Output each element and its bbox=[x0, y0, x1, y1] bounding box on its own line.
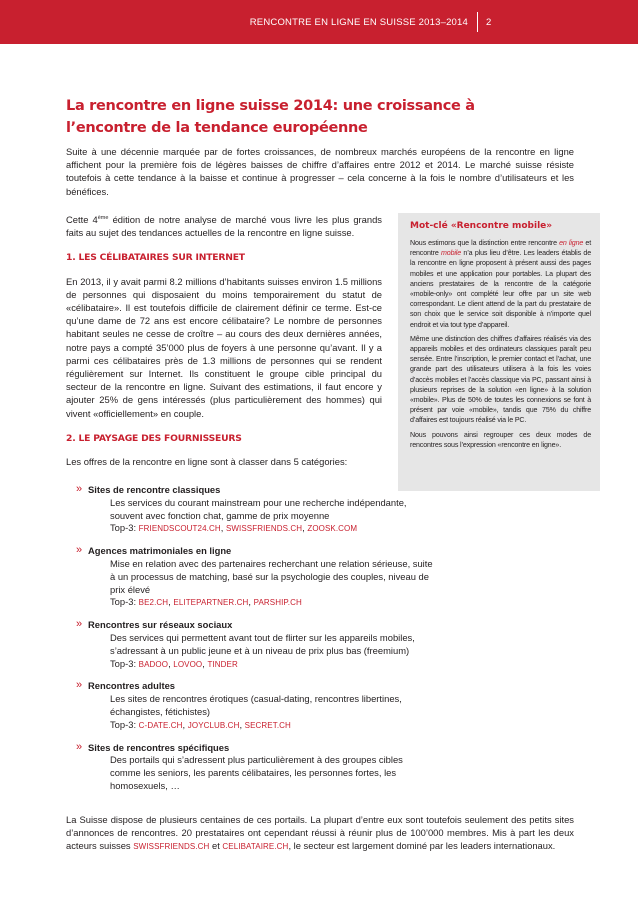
category-description: Les sites de rencontres érotiques (casual-dating, rencontres libertines, échangistes, fétichistes) bbox=[110, 693, 402, 717]
outro-text: , le secteur est largement dominé par les leaders internationaux. bbox=[288, 840, 556, 852]
outro-text: La Suisse dispose de plusieurs centaines de ces portails. La plupart d’entre eux sont toutefois seulement des petits sites d’annonces de rencontres. 20 prestataires ont cependant réussi à réunir plus de 100’000 membres. Mis à part les deux acteurs suisses bbox=[66, 814, 574, 852]
category-name bbox=[66, 680, 436, 693]
category-item bbox=[66, 619, 436, 671]
separator: , bbox=[168, 596, 174, 608]
separator: , bbox=[239, 718, 245, 730]
category-item bbox=[66, 484, 436, 536]
category-list bbox=[66, 484, 436, 802]
brand-link[interactable]: SECRET.CH bbox=[244, 720, 291, 730]
category-description: Des services qui permettent avant tout de flirter sur les appareils mobiles, s’adressant à un public jeune et à un niveau de prix plus bas (freemium) bbox=[110, 631, 415, 656]
sidebar-box bbox=[398, 213, 600, 491]
brand-link[interactable]: SWISSFRIENDS.CH bbox=[133, 842, 210, 852]
brand-link[interactable]: BADOO bbox=[138, 659, 169, 669]
intro-paragraph: Suite à une décennie marquée par de fortes croissances, de nombreux marchés européens de la rencontre en ligne affichent pour la première fois de légères baisses de chiffre d’affaires entre 2012 et 2014. Le marché suisse résiste toutefois à cette tendance à la baisse et continue à progresser – cela concerne à la fois le nombre d’utilisateurs et les bénéfices. bbox=[66, 146, 574, 197]
top3-label: Top-3: bbox=[110, 596, 139, 608]
category-description: Les services du courant mainstream pour une recherche indépendante, souvent avec fonction chat, gamme de prix moyenne bbox=[110, 496, 407, 521]
brand-link[interactable]: LOVOO bbox=[173, 659, 203, 669]
separator: , bbox=[248, 596, 254, 608]
sidebar-paragraph-1 bbox=[410, 238, 591, 330]
sidebar-paragraph-2: Même une distinction des chiffres d’affaires réalisés via des appareils mobiles et des ordinateurs classiques paraît peu sensée. Entre l’inscription, le premier contact et l’achat, une grande part des utilisateurs utilisera à la fois les voies d’accès mobiles et l’accès classique via PC, passant ainsi à plusieurs reprises de la solution «en ligne» à la solution «mobile». Plus de 50% de toutes les connexions se font à présent par voie «mobile», tandis que 75% du chiffre d’affaires est toujours réalisé via le PC. bbox=[410, 334, 591, 425]
brand-link[interactable]: CELIBATAIRE.CH bbox=[222, 842, 289, 852]
category-name bbox=[66, 742, 436, 755]
header-title: RENCONTRE EN LIGNE EN SUISSE 2013–2014 bbox=[249, 17, 468, 28]
top3-label: Top-3: bbox=[110, 657, 139, 669]
page-title: La rencontre en ligne suisse 2014: une croissance à l’encontre de la tendance européenne bbox=[66, 98, 475, 136]
category-name bbox=[66, 484, 436, 497]
brand-link[interactable]: BE2.CH bbox=[138, 598, 169, 608]
top3-label: Top-3: bbox=[110, 522, 139, 534]
section-heading-celibataires: 1. LES CÉLIBATAIRES SUR INTERNET bbox=[66, 252, 245, 264]
sidebar-text: n’a plus lieu d’être. Les leaders établis de la rencontre en ligne proposent à présent aussi des pages mobiles et une application pour portables. La plupart des anciens prestataires de la rencontre de la catégorie «mobile-only» ont complété leur offre par un site web correspondant. Le client attend de la part du prestataire de son choix que le service soit disponible à n’importe quel endroit et via tout type d’appareil. bbox=[410, 249, 591, 329]
category-name-text: Rencontres sur réseaux sociaux bbox=[88, 619, 233, 631]
category-name-text: Sites de rencontres spécifiques bbox=[88, 741, 230, 753]
brand-link[interactable]: PARSHIP.CH bbox=[253, 598, 302, 608]
category-top3 bbox=[66, 719, 436, 733]
category-item bbox=[66, 545, 436, 610]
sidebar-emphasis: mobile bbox=[441, 249, 462, 258]
category-name bbox=[66, 545, 436, 558]
separator: , bbox=[202, 657, 208, 669]
category-item bbox=[66, 742, 436, 793]
section-heading-fournisseurs: 2. LE PAYSAGE DES FOURNISSEURS bbox=[66, 432, 242, 444]
sidebar-paragraph-3: Nous pouvons ainsi regrouper ces deux modes de rencontres sous l’expression «rencontre en ligne». bbox=[410, 430, 591, 449]
page-number: 2 bbox=[486, 17, 492, 28]
edition-paragraph bbox=[66, 213, 382, 239]
edition-sup: ème bbox=[97, 214, 109, 221]
bullet-arrow-icon: » bbox=[76, 679, 83, 692]
category-name-text: Agences matrimoniales en ligne bbox=[88, 545, 232, 557]
category-name-text: Sites de rencontre classiques bbox=[88, 484, 221, 495]
brand-link[interactable]: FRIENDSCOUT24.CH bbox=[138, 524, 221, 534]
sidebar-emphasis: en ligne bbox=[559, 239, 584, 247]
edition-text-b: édition de notre analyse de marché vous livre les plus grands faits au sujet des tendances actuelles de la rencontre en ligne suisse. bbox=[66, 214, 382, 239]
bullet-arrow-icon: » bbox=[76, 483, 83, 495]
separator: , bbox=[302, 522, 308, 534]
bullet-arrow-icon: » bbox=[76, 618, 83, 631]
separator: , bbox=[182, 718, 188, 730]
top3-label: Top-3: bbox=[110, 718, 139, 730]
separator: , bbox=[168, 657, 174, 669]
category-name-text: Rencontres adultes bbox=[88, 680, 176, 692]
brand-link[interactable]: ZOOSK.COM bbox=[307, 524, 358, 534]
category-description: Mise en relation avec des partenaires recherchant une relation sérieuse, suite à un processus de matching, basé sur la psychologie des couples, niveau de prix élevé bbox=[110, 557, 433, 595]
category-top3 bbox=[66, 658, 436, 672]
outro-text: et bbox=[209, 840, 223, 852]
brand-link[interactable]: TINDER bbox=[207, 659, 238, 669]
brand-link[interactable]: SWISSFRIENDS.CH bbox=[225, 524, 303, 534]
section2-paragraph: Les offres de la rencontre en ligne sont à classer dans 5 catégories: bbox=[66, 456, 348, 468]
separator: , bbox=[220, 522, 226, 534]
brand-link[interactable]: C-DATE.CH bbox=[138, 720, 183, 730]
sidebar-text: et rencontre bbox=[410, 239, 592, 258]
outro-paragraph bbox=[66, 813, 574, 854]
category-item bbox=[66, 680, 436, 732]
brand-link[interactable]: ELITEPARTNER.CH bbox=[173, 598, 249, 608]
category-name bbox=[66, 619, 436, 632]
category-top3 bbox=[66, 596, 436, 610]
bullet-arrow-icon: » bbox=[76, 740, 83, 753]
brand-link[interactable]: JOYCLUB.CH bbox=[187, 720, 240, 730]
category-top3 bbox=[66, 522, 436, 536]
edition-text-a: Cette 4 bbox=[66, 214, 98, 225]
section1-paragraph: En 2013, il y avait parmi 8.2 millions d’habitants suisses environ 1.5 millions de personnes qui disposaient du moins temporairement du statut de «célibataire». Il est toutefois difficile de clairement définir ce terme. Est-ce qu’une dame de 72 ans est encore célibataire? Le nombre de personnes habitant seules ne cesse de croître – au cours des deux dernières années, notre pays a compté 35’000 plus de foyers à une personne qu’avant. Il y a parmi ces célibataires près de 1.3 millions de personnes qui se rendent régulièrement sur Internet. Ils constituent le groupe cible principal du secteur de la rencontre en ligne. Suivant des estimations, il faut encore y ajouter 25% de gens intéressés (plus particulièrement des hommes) qui vivent «officiellement» en couple. bbox=[66, 275, 382, 419]
bullet-arrow-icon: » bbox=[76, 544, 83, 557]
sidebar-text: Nous estimons que la distinction entre rencontre bbox=[410, 239, 560, 247]
sidebar-title: Mot-clé «Rencontre mobile» bbox=[410, 221, 553, 231]
header-separator bbox=[477, 12, 478, 32]
header-bar bbox=[0, 0, 638, 44]
left-column bbox=[66, 213, 382, 480]
category-description: Des portails qui s’adressent plus particulièrement à des groupes cibles comme les seniors, les parents célibataires, les personnes fortes, les homosexuels, … bbox=[110, 754, 403, 791]
